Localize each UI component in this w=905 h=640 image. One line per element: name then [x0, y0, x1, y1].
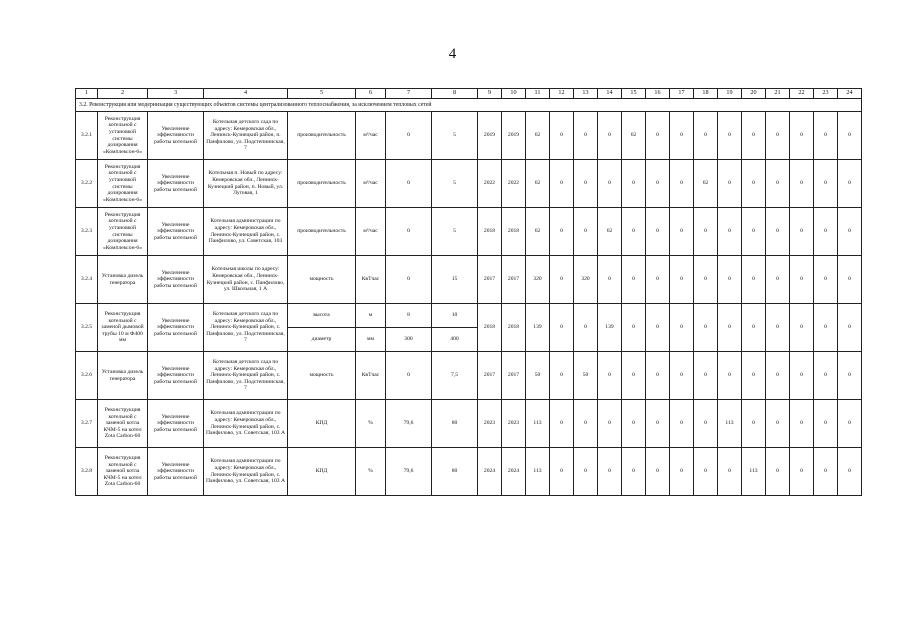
- year-cost: 0: [718, 160, 742, 208]
- header-cell: 11: [526, 89, 550, 99]
- year-cost: 0: [622, 352, 646, 400]
- parameter: КПД: [288, 400, 356, 448]
- year-cost: 0: [598, 400, 622, 448]
- year-cost: 0: [670, 208, 694, 256]
- year-cost: 0: [646, 160, 670, 208]
- year-cost: 0: [550, 352, 574, 400]
- year-cost: 0: [646, 448, 670, 496]
- parameter: мощность: [288, 256, 356, 304]
- header-cell: 21: [766, 89, 790, 99]
- year-cost: 0: [598, 160, 622, 208]
- end-year: 2023: [502, 400, 526, 448]
- year-cost: 0: [550, 448, 574, 496]
- end-year: 2019: [502, 112, 526, 160]
- year-cost: 62: [598, 208, 622, 256]
- total-cost: 139: [526, 304, 550, 352]
- year-cost: 0: [550, 304, 574, 352]
- end-year: 2017: [502, 256, 526, 304]
- start-year: 2019: [478, 112, 502, 160]
- year-cost: 0: [646, 400, 670, 448]
- year-cost: 0: [742, 112, 766, 160]
- unit: мм: [366, 336, 375, 343]
- value-before: 0: [386, 160, 432, 208]
- year-cost: 0: [790, 448, 814, 496]
- year-cost: 0: [574, 448, 598, 496]
- page-number: 4: [448, 46, 457, 62]
- object-address: Котельная школы по адресу: Кемеровская обл., Ленинск-Кузнецкий район, с. Панфилово, ул. Школьная, 1 А: [204, 256, 288, 304]
- year-cost: 0: [550, 400, 574, 448]
- end-year: 2018: [502, 304, 526, 352]
- year-cost: 0: [814, 400, 838, 448]
- header-cell: 24: [838, 89, 862, 99]
- row-number: 3.2.2: [76, 160, 98, 208]
- parameter-cell: [288, 304, 356, 352]
- value-after: 5: [432, 160, 478, 208]
- end-year: 2018: [502, 208, 526, 256]
- year-cost: 0: [550, 160, 574, 208]
- year-cost: 0: [766, 304, 790, 352]
- total-cost: 62: [526, 112, 550, 160]
- object-address: Котельная детского сада по адресу: Кемеровская обл., Ленинск-Кузнецкий район, с. Панфилово, ул. Подстепнинская, 7: [204, 352, 288, 400]
- value-after-cell: [432, 304, 478, 352]
- header-cell: 15: [622, 89, 646, 99]
- year-cost: 0: [838, 112, 862, 160]
- value-before-cell: [386, 304, 432, 352]
- start-year: 2022: [478, 160, 502, 208]
- year-cost: 0: [718, 208, 742, 256]
- measure-name: Реконструкция котельной с заменой котла КЧМ-5 на котел Zota Carbon-60: [98, 448, 148, 496]
- header-cell: 5: [288, 89, 356, 99]
- end-year: 2022: [502, 160, 526, 208]
- year-cost: 320: [574, 256, 598, 304]
- year-cost: 0: [814, 352, 838, 400]
- year-cost: 0: [622, 304, 646, 352]
- year-cost: 0: [694, 208, 718, 256]
- parameter: производительность: [288, 160, 356, 208]
- year-cost: 0: [694, 448, 718, 496]
- value-before: 0: [386, 256, 432, 304]
- header-cell: 20: [742, 89, 766, 99]
- unit: КвТчас: [356, 352, 386, 400]
- year-cost: 0: [550, 208, 574, 256]
- year-cost: 0: [646, 112, 670, 160]
- year-cost: 0: [694, 304, 718, 352]
- year-cost: 0: [742, 160, 766, 208]
- year-cost: 0: [670, 256, 694, 304]
- value-after: 400: [450, 336, 459, 343]
- year-cost: 0: [574, 304, 598, 352]
- year-cost: 139: [598, 304, 622, 352]
- year-cost: 0: [670, 352, 694, 400]
- unit: м: [356, 304, 385, 328]
- year-cost: 0: [838, 352, 862, 400]
- row-number: 3.2.8: [76, 448, 98, 496]
- year-cost: 0: [742, 304, 766, 352]
- year-cost: 0: [742, 208, 766, 256]
- header-cell: 13: [574, 89, 598, 99]
- year-cost: 0: [742, 400, 766, 448]
- year-cost: 0: [670, 304, 694, 352]
- measure-name: Реконструкция котельной с заменой котла КЧМ-5 на котел Zota Carbon-60: [98, 400, 148, 448]
- measure-name: Реконструкция котельной с установкой системы дозирования «Комплексон-6»: [98, 208, 148, 256]
- value-before: 0: [386, 208, 432, 256]
- object-address: Котельная администрации по адресу: Кемеровская обл., Ленинск-Кузнецкий район, с. Панфилово, ул. Советская, 103: [204, 208, 288, 256]
- year-cost: 0: [790, 304, 814, 352]
- row-number: 3.2.3: [76, 208, 98, 256]
- unit: %: [356, 448, 386, 496]
- unit: КвТчас: [356, 256, 386, 304]
- header-cell: 2: [98, 89, 148, 99]
- year-cost: 0: [622, 400, 646, 448]
- measure-goal: Увеличение эффективности работы котельной: [148, 304, 204, 352]
- year-cost: 0: [694, 256, 718, 304]
- unit: м³/час: [356, 112, 386, 160]
- start-year: 2018: [478, 304, 502, 352]
- measure-goal: Увеличение эффективности работы котельной: [148, 400, 204, 448]
- year-cost: 0: [718, 352, 742, 400]
- row-number: 3.2.4: [76, 256, 98, 304]
- parameter: мощность: [288, 352, 356, 400]
- year-cost: 0: [718, 112, 742, 160]
- unit: м³/час: [356, 160, 386, 208]
- object-address: Котельная администрации по адресу: Кемеровская обл., Ленинск-Кузнецкий район, с. Панфилово, ул. Советская, 103 А: [204, 400, 288, 448]
- table-row: [76, 112, 862, 160]
- parameter: КПД: [288, 448, 356, 496]
- header-cell: 4: [204, 89, 288, 99]
- header-cell: 23: [814, 89, 838, 99]
- start-year: 2024: [478, 448, 502, 496]
- measure-goal: Увеличение эффективности работы котельной: [148, 352, 204, 400]
- value-before: 0: [386, 112, 432, 160]
- year-cost: 0: [814, 256, 838, 304]
- row-number: 3.2.1: [76, 112, 98, 160]
- value-before: 300: [404, 336, 413, 343]
- end-year: 2024: [502, 448, 526, 496]
- year-cost: 0: [838, 208, 862, 256]
- year-cost: 0: [646, 304, 670, 352]
- start-year: 2018: [478, 208, 502, 256]
- header-cell: 12: [550, 89, 574, 99]
- row-number: 3.2.7: [76, 400, 98, 448]
- year-cost: 0: [550, 112, 574, 160]
- year-cost: 0: [574, 160, 598, 208]
- measure-name: Установка дизель генератора: [98, 352, 148, 400]
- value-before: 79,6: [386, 400, 432, 448]
- year-cost: 0: [766, 160, 790, 208]
- year-cost: 0: [766, 352, 790, 400]
- year-cost: 0: [814, 112, 838, 160]
- year-cost: 0: [622, 448, 646, 496]
- year-cost: 0: [598, 112, 622, 160]
- total-cost: 113: [526, 448, 550, 496]
- table-row: [76, 208, 862, 256]
- year-cost: 0: [838, 304, 862, 352]
- year-cost: 0: [790, 400, 814, 448]
- year-cost: 0: [790, 208, 814, 256]
- value-before: 0: [386, 352, 432, 400]
- year-cost: 0: [766, 400, 790, 448]
- object-address: Котельная администрации по адресу: Кемеровская обл., Ленинск-Кузнецкий район, с. Панфилово, ул. Советская, 103 А: [204, 448, 288, 496]
- measure-goal: Увеличение эффективности работы котельной: [148, 160, 204, 208]
- year-cost: 0: [574, 208, 598, 256]
- object-address: Котельная п. Новый по адресу: Кемеровская обл., Ленинск-Кузнецкий район, п. Новый, ул. Луговая, 1: [204, 160, 288, 208]
- value-after: 7,5: [432, 352, 478, 400]
- year-cost: 0: [574, 400, 598, 448]
- year-cost: 0: [718, 448, 742, 496]
- year-cost: 62: [694, 160, 718, 208]
- value-after: 80: [432, 400, 478, 448]
- year-cost: 0: [550, 256, 574, 304]
- header-cell: 14: [598, 89, 622, 99]
- year-cost: 0: [670, 400, 694, 448]
- object-address: Котельная детского сада по адресу: Кемеровская обл., Ленинск-Кузнецкий район, с. Панфилово, ул. Подстепнинская, 7: [204, 304, 288, 352]
- header-cell: 10: [502, 89, 526, 99]
- measure-goal: Увеличение эффективности работы котельной: [148, 448, 204, 496]
- start-year: 2017: [478, 352, 502, 400]
- parameter: производительность: [288, 208, 356, 256]
- year-cost: 113: [718, 400, 742, 448]
- total-cost: 113: [526, 400, 550, 448]
- table-row: [76, 160, 862, 208]
- header-cell: 16: [646, 89, 670, 99]
- parameter: диаметр: [311, 336, 332, 343]
- year-cost: 0: [790, 160, 814, 208]
- unit: м³/час: [356, 208, 386, 256]
- year-cost: 0: [838, 160, 862, 208]
- parameter: производительность: [288, 112, 356, 160]
- year-cost: 113: [742, 448, 766, 496]
- year-cost: 0: [670, 160, 694, 208]
- year-cost: 0: [742, 256, 766, 304]
- year-cost: 0: [814, 160, 838, 208]
- value-after: 10: [432, 304, 477, 328]
- unit-cell: [356, 304, 386, 352]
- header-cell: 8: [432, 89, 478, 99]
- header-cell: 7: [386, 89, 432, 99]
- year-cost: 0: [646, 256, 670, 304]
- year-cost: 0: [790, 112, 814, 160]
- table-row: [76, 256, 862, 304]
- header-cell: 3: [148, 89, 204, 99]
- table-row: [76, 352, 862, 400]
- year-cost: 0: [670, 448, 694, 496]
- measure-name: Реконструкция котельной с установкой системы дозирования «Комплексон-6»: [98, 112, 148, 160]
- value-after: 80: [432, 448, 478, 496]
- year-cost: 0: [718, 256, 742, 304]
- parameter: высота: [288, 304, 355, 328]
- table-row: [76, 304, 862, 352]
- year-cost: 0: [766, 448, 790, 496]
- measure-name: Установка дизель генератора: [98, 256, 148, 304]
- year-cost: 0: [646, 352, 670, 400]
- header-cell: 9: [478, 89, 502, 99]
- year-cost: 0: [790, 352, 814, 400]
- total-cost: 320: [526, 256, 550, 304]
- value-after: 15: [432, 256, 478, 304]
- measure-goal: Увеличение эффективности работы котельной: [148, 208, 204, 256]
- header-cell: 1: [76, 89, 98, 99]
- year-cost: 0: [814, 448, 838, 496]
- header-cell: 18: [694, 89, 718, 99]
- end-year: 2017: [502, 352, 526, 400]
- total-cost: 62: [526, 160, 550, 208]
- year-cost: 0: [598, 352, 622, 400]
- measure-goal: Увеличение эффективности работы котельной: [148, 256, 204, 304]
- total-cost: 50: [526, 352, 550, 400]
- table-row: [76, 448, 862, 496]
- year-cost: 0: [646, 208, 670, 256]
- year-cost: 0: [622, 160, 646, 208]
- section-title: 3.2. Реконструкция или модернизация существующих объектов системы централизованного теплоснабжения, за исключением тепловых сетей: [76, 99, 862, 112]
- year-cost: 0: [670, 112, 694, 160]
- measure-goal: Увеличение эффективности работы котельной: [148, 112, 204, 160]
- start-year: 2017: [478, 256, 502, 304]
- year-cost: 0: [766, 112, 790, 160]
- year-cost: 0: [838, 400, 862, 448]
- year-cost: 0: [790, 256, 814, 304]
- year-cost: 50: [574, 352, 598, 400]
- start-year: 2023: [478, 400, 502, 448]
- year-cost: 0: [814, 304, 838, 352]
- row-number: 3.2.5: [76, 304, 98, 352]
- year-cost: 0: [574, 112, 598, 160]
- year-cost: 0: [694, 112, 718, 160]
- year-cost: 0: [838, 256, 862, 304]
- header-cell: 19: [718, 89, 742, 99]
- year-cost: 0: [694, 400, 718, 448]
- header-cell: 17: [670, 89, 694, 99]
- value-before: 79,6: [386, 448, 432, 496]
- header-cell: 6: [356, 89, 386, 99]
- year-cost: 0: [598, 448, 622, 496]
- value-after: 5: [432, 112, 478, 160]
- year-cost: 0: [622, 208, 646, 256]
- year-cost: 0: [694, 352, 718, 400]
- year-cost: 0: [742, 352, 766, 400]
- header-row: [76, 89, 862, 99]
- year-cost: 0: [718, 304, 742, 352]
- year-cost: 0: [814, 208, 838, 256]
- year-cost: 0: [766, 208, 790, 256]
- total-cost: 62: [526, 208, 550, 256]
- year-cost: 0: [622, 256, 646, 304]
- year-cost: 0: [766, 256, 790, 304]
- table-row: [76, 400, 862, 448]
- measure-name: Реконструкция котельной с установкой системы дозирования «Комплексон-6»: [98, 160, 148, 208]
- object-address: Котельная детского сада по адресу: Кемеровская обл., Ленинск-Кузнецкий район, п. Панфилово, ул. Подстепнинская, 7: [204, 112, 288, 160]
- section-row: [76, 99, 862, 112]
- header-cell: 22: [790, 89, 814, 99]
- year-cost: 62: [622, 112, 646, 160]
- investment-table: [75, 88, 862, 496]
- measure-name: Реконструкция котельной с заменой дымовой трубы 10 м Ф400 мм: [98, 304, 148, 352]
- year-cost: 0: [598, 256, 622, 304]
- unit: %: [356, 400, 386, 448]
- row-number: 3.2.6: [76, 352, 98, 400]
- value-before: 8: [386, 304, 431, 328]
- year-cost: 0: [838, 448, 862, 496]
- value-after: 5: [432, 208, 478, 256]
